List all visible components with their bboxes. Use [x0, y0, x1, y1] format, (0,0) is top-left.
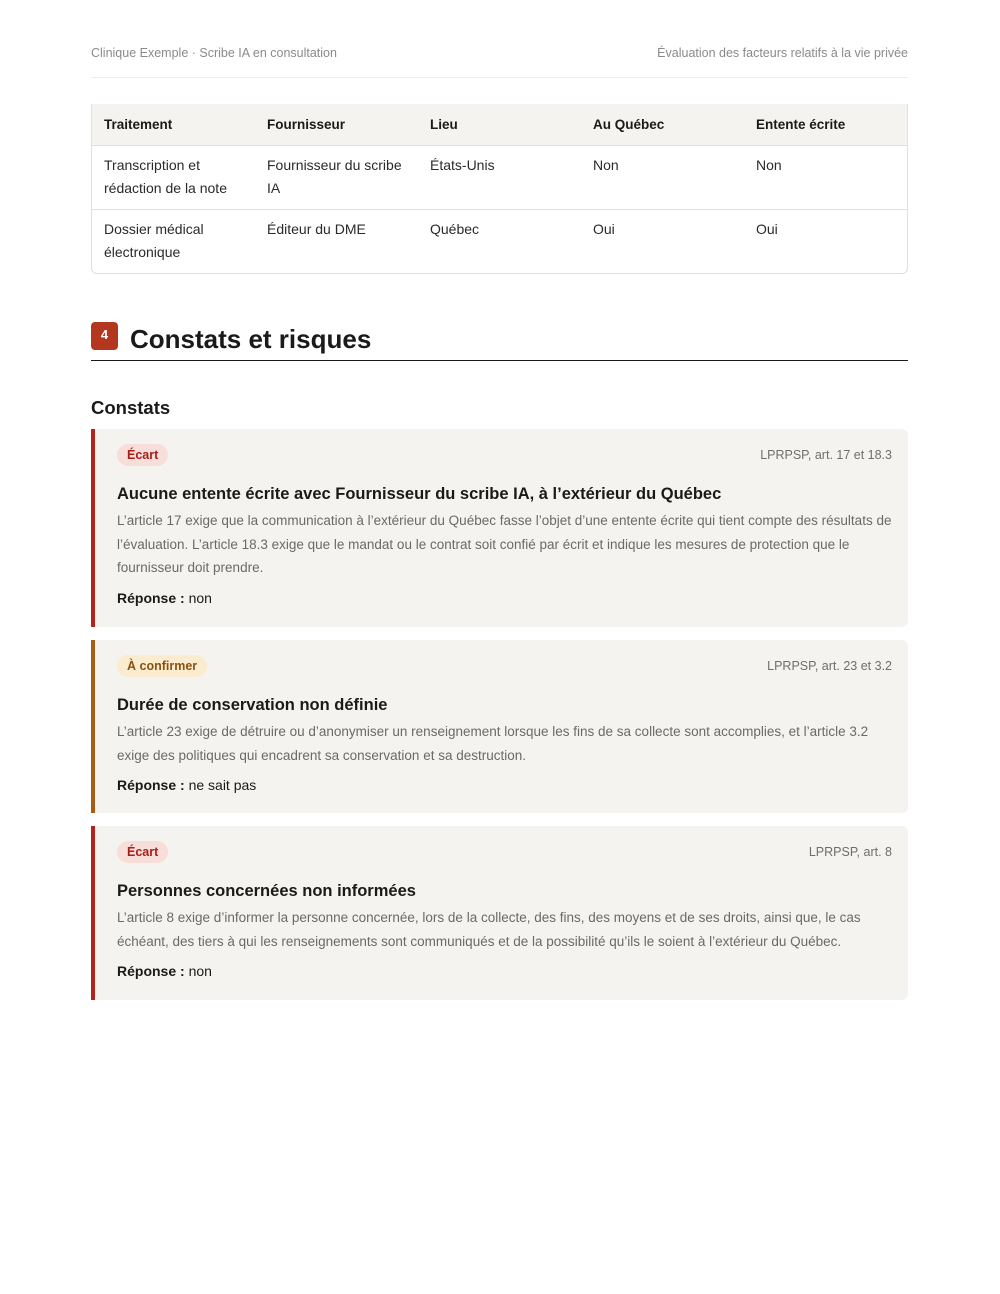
- header-org: Clinique Exemple · Scribe IA en consultation: [91, 46, 337, 60]
- status-badge: À confirmer: [117, 655, 207, 677]
- status-badge: Écart: [117, 444, 168, 466]
- finding-title: Aucune entente écrite avec Fournisseur du scribe IA, à l’extérieur du Québec: [117, 485, 722, 503]
- table-cell: Oui: [581, 209, 744, 273]
- finding-answer: [117, 775, 892, 795]
- column-header: Au Québec: [581, 104, 744, 145]
- table-row: [92, 209, 907, 273]
- table-cell: Fournisseur du scribe IA: [255, 145, 418, 209]
- finding-title: Personnes concernées non informées: [117, 882, 416, 900]
- section-heading: [91, 320, 908, 361]
- answer-label: Réponse :: [117, 589, 185, 606]
- section-number-badge: 4: [91, 322, 118, 350]
- finding-description: L’article 17 exige que la communication à l’extérieur du Québec fasse l’objet d’une entente écrite qui tient compte des résultats de l’évaluation. L’article 18.3 exige que le mandat ou le contrat soit confié par écrit et indique les mesures de protection que le fournisseur doit prendre.: [117, 513, 892, 575]
- header-doc-title: Évaluation des facteurs relatifs à la vie privée: [657, 46, 908, 60]
- column-header: Lieu: [418, 104, 581, 145]
- finding-answer: [117, 588, 892, 608]
- answer-label: Réponse :: [117, 963, 185, 979]
- table-cell: Non: [581, 145, 744, 209]
- table-cell: Oui: [744, 209, 907, 273]
- finding-card: [91, 826, 908, 1000]
- table-header-row: [92, 104, 907, 145]
- table-cell: Transcription et rédaction de la note: [92, 145, 255, 209]
- processing-table: [91, 104, 908, 274]
- answer-label: Réponse :: [117, 777, 185, 793]
- table-cell: Non: [744, 145, 907, 209]
- finding-answer: [117, 961, 892, 981]
- finding-description: L’article 8 exige d’informer la personne concernée, lors de la collecte, des fins, des moyens et de ses droits, ainsi que, le cas échéant, des tiers à qui les renseignements sont communiqués et de la possibilité qu’ils le soient à l’extérieur du Québec.: [117, 910, 861, 949]
- finding-card: [91, 429, 908, 627]
- finding-card: [91, 640, 908, 813]
- law-reference: LPRPSP, art. 17 et 18.3: [760, 448, 892, 462]
- column-header: Entente écrite: [744, 104, 907, 145]
- table-cell: Éditeur du DME: [255, 209, 418, 273]
- table-cell: États-Unis: [418, 145, 581, 209]
- running-header: [91, 46, 908, 78]
- findings-heading: Constats: [91, 397, 171, 418]
- table-cell: Dossier médical électronique: [92, 209, 255, 273]
- answer-value: ne sait pas: [188, 777, 257, 793]
- law-reference: LPRPSP, art. 8: [808, 845, 892, 859]
- column-header: Fournisseur: [255, 104, 418, 145]
- law-reference: LPRPSP, art. 23 et 3.2: [767, 659, 892, 673]
- status-badge: Écart: [117, 841, 168, 863]
- table-row: [92, 145, 907, 209]
- finding-description: L’article 23 exige de détruire ou d’anonymiser un renseignement lorsque les fins de sa collecte sont accomplies, et l’article 3.2 exige des politiques qui encadrent sa conservation et sa destruction.: [117, 724, 869, 763]
- finding-title: Durée de conservation non définie: [117, 696, 388, 714]
- answer-value: non: [188, 963, 212, 979]
- column-header: Traitement: [92, 104, 255, 145]
- answer-value: non: [188, 589, 212, 606]
- section-title: Constats et risques: [130, 324, 372, 354]
- table-cell: Québec: [418, 209, 581, 273]
